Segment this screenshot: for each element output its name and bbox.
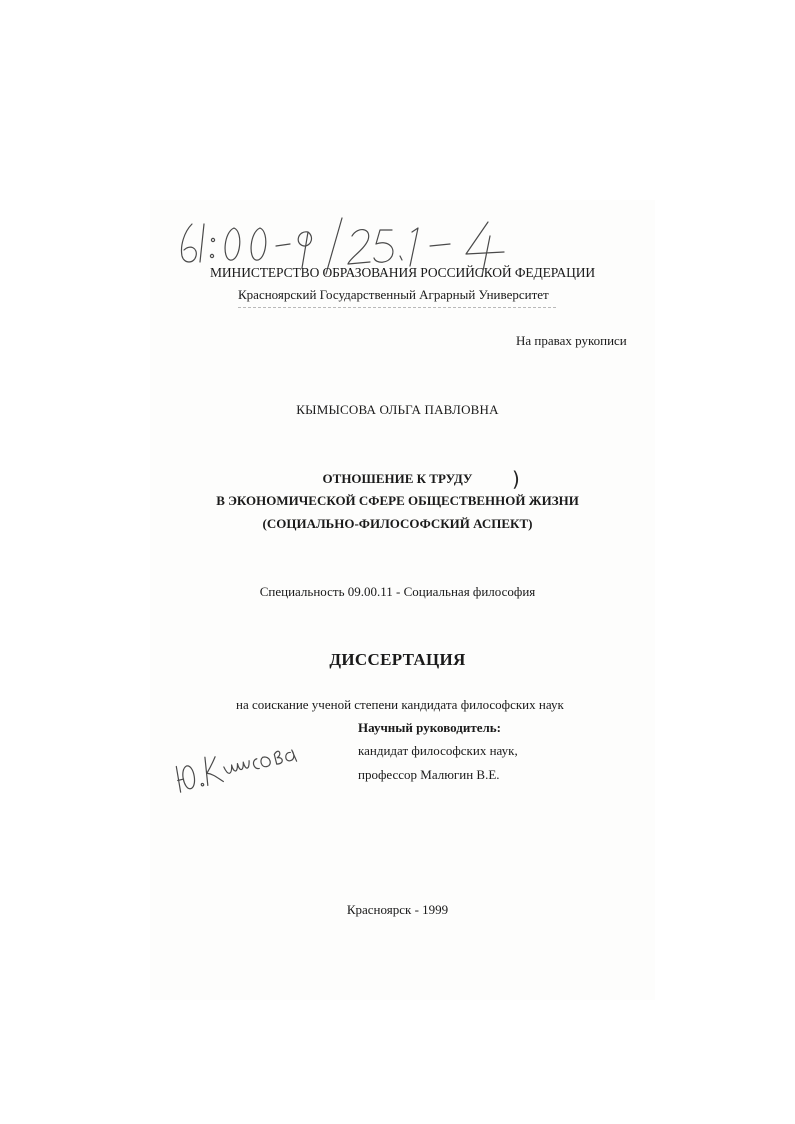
title-line-3: (СОЦИАЛЬНО-ФИЛОСОФСКИЙ АСПЕКТ) — [262, 516, 533, 531]
university-name: Красноярский Государственный Аграрный Университет — [238, 287, 549, 302]
supervisor-heading: Научный руководитель: — [358, 720, 501, 735]
rights-note: На правах рукописи — [516, 333, 627, 348]
author-name: КЫМЫСОВА ОЛЬГА ПАВЛОВНА — [296, 402, 499, 417]
specialty: Специальность 09.00.11 - Социальная философия — [259, 584, 536, 599]
document-type: ДИССЕРТАЦИЯ — [329, 650, 466, 669]
handwritten-bracket-mark: ) — [512, 467, 520, 491]
degree-statement: на соискание ученой степени кандидата философских наук — [236, 697, 564, 712]
title-line-1: ОТНОШЕНИЕ К ТРУДУ — [322, 471, 473, 486]
author-signature — [170, 730, 300, 785]
ministry-heading: МИНИСТЕРСТВО ОБРАЗОВАНИЯ РОССИЙСКОЙ ФЕДЕРАЦИИ — [210, 265, 596, 280]
supervisor-name: профессор Малюгин В.Е. — [358, 767, 500, 782]
header-divider — [238, 307, 556, 308]
city-year: Красноярск - 1999 — [346, 902, 449, 917]
supervisor-degree: кандидат философских наук, — [358, 743, 518, 758]
scanned-page — [150, 200, 655, 1000]
title-line-2: В ЭКОНОМИЧЕСКОЙ СФЕРЕ ОБЩЕСТВЕННОЙ ЖИЗНИ — [216, 493, 579, 508]
